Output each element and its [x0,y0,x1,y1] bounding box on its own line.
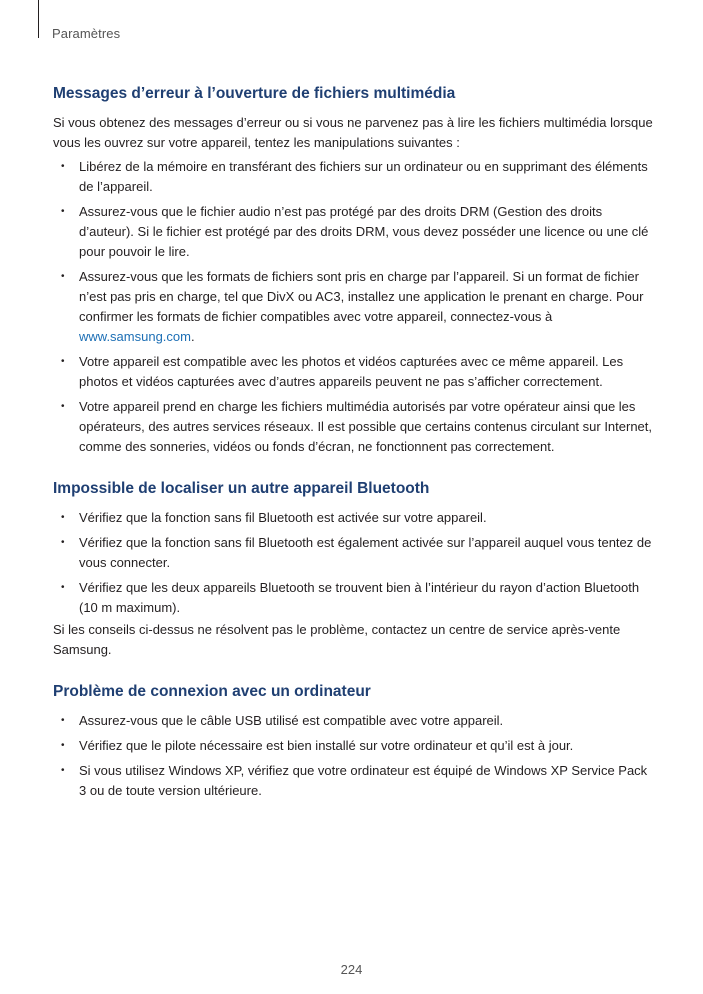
bullet-list [53,157,653,457]
list-item-text: Assurez-vous que le fichier audio n’est pas protégé par des droits DRM (Gestion des droits d’auteur). Si le fichier est protégé par des droits DRM, vous devez posséder une licence ou une clé pour pouvoir le lire. [79,204,649,259]
header-title: Paramètres [52,26,121,41]
list-item-text: Assurez-vous que les formats de fichiers sont pris en charge par l’appareil. Si un format de fichier n’est pas pris en charge, tel que DivX ou AC3, installez une application le prenant en charge. Pour confirmer les formats de fichier compatibles avec votre appareil, connectez-vous à [79,269,644,324]
bullet-icon: • [61,401,65,412]
list-item-text: Vérifiez que la fonction sans fil Bluetooth est également activée sur l’appareil auquel vous tentez de vous connecter. [79,535,652,570]
bullet-list [53,508,653,618]
list-item [53,736,653,756]
page-number: 224 [340,962,363,977]
list-item-text: Assurez-vous que le câble USB utilisé est compatible avec votre appareil. [79,713,504,728]
bullet-icon: • [61,715,65,726]
section-title: Messages d’erreur à l’ouverture de fichiers multimédia [53,85,456,102]
bullet-icon: • [61,740,65,751]
list-item [53,578,653,618]
list-item-text: Vérifiez que le pilote nécessaire est bien installé sur votre ordinateur et qu’il est à jour. [79,738,574,753]
list-item [53,711,653,731]
bullet-icon: • [61,356,65,367]
list-item-text: Libérez de la mémoire en transférant des fichiers sur un ordinateur ou en supprimant des éléments de l’appareil. [79,159,648,194]
list-item [53,397,653,457]
list-item [53,202,653,262]
list-item-text: Si vous utilisez Windows XP, vérifiez que votre ordinateur est équipé de Windows XP Service Pack 3 ou de toute version ultérieure. [79,763,648,798]
section-bluetooth [53,479,653,660]
bullet-icon: • [61,512,65,523]
list-item [53,761,653,801]
section-intro: Si vous obtenez des messages d’erreur ou si vous ne parvenez pas à lire les fichiers multimédia lorsque vous les ouvrez sur votre appareil, tentez les manipulations suivantes : [53,115,653,150]
list-item [53,267,653,347]
bullet-icon: • [61,582,65,593]
section-computer-connection [53,682,653,801]
samsung-link[interactable]: www.samsung.com [79,329,191,344]
list-item-text: Votre appareil est compatible avec les photos et vidéos capturées avec ce même appareil. Les photos et vidéos capturées avec d’autres appareils peuvent ne pas s’afficher correctement. [79,354,624,389]
section-title: Impossible de localiser un autre appareil Bluetooth [53,480,430,497]
bullet-icon: • [61,161,65,172]
list-item-text-end: . [190,329,195,344]
bullet-icon: • [61,537,65,548]
bullet-icon: • [61,765,65,776]
bullet-icon: • [61,206,65,217]
page-content [53,84,653,806]
bullet-icon: • [61,271,65,282]
list-item-text: Vérifiez que la fonction sans fil Bluetooth est activée sur votre appareil. [79,510,487,525]
list-item-text: Vérifiez que les deux appareils Bluetooth se trouvent bien à l’intérieur du rayon d’action Bluetooth (10 m maximum). [79,580,640,615]
section-title: Problème de connexion avec un ordinateur [53,683,371,700]
list-item [53,508,653,528]
list-item-text: Votre appareil prend en charge les fichiers multimédia autorisés par votre opérateur ainsi que les opérateurs, des autres services réseaux. Il est possible que certains contenus circulant sur Internet, comme des sonneries, vidéos ou fonds d’écran, ne fonctionnent pas correctement. [79,399,653,454]
header-rule [38,0,39,38]
section-outro: Si les conseils ci-dessus ne résolvent pas le problème, contactez un centre de service après-vente Samsung. [53,622,621,657]
section-media-errors [53,84,653,457]
list-item [53,157,653,197]
list-item [53,533,653,573]
list-item [53,352,653,392]
bullet-list [53,711,653,801]
